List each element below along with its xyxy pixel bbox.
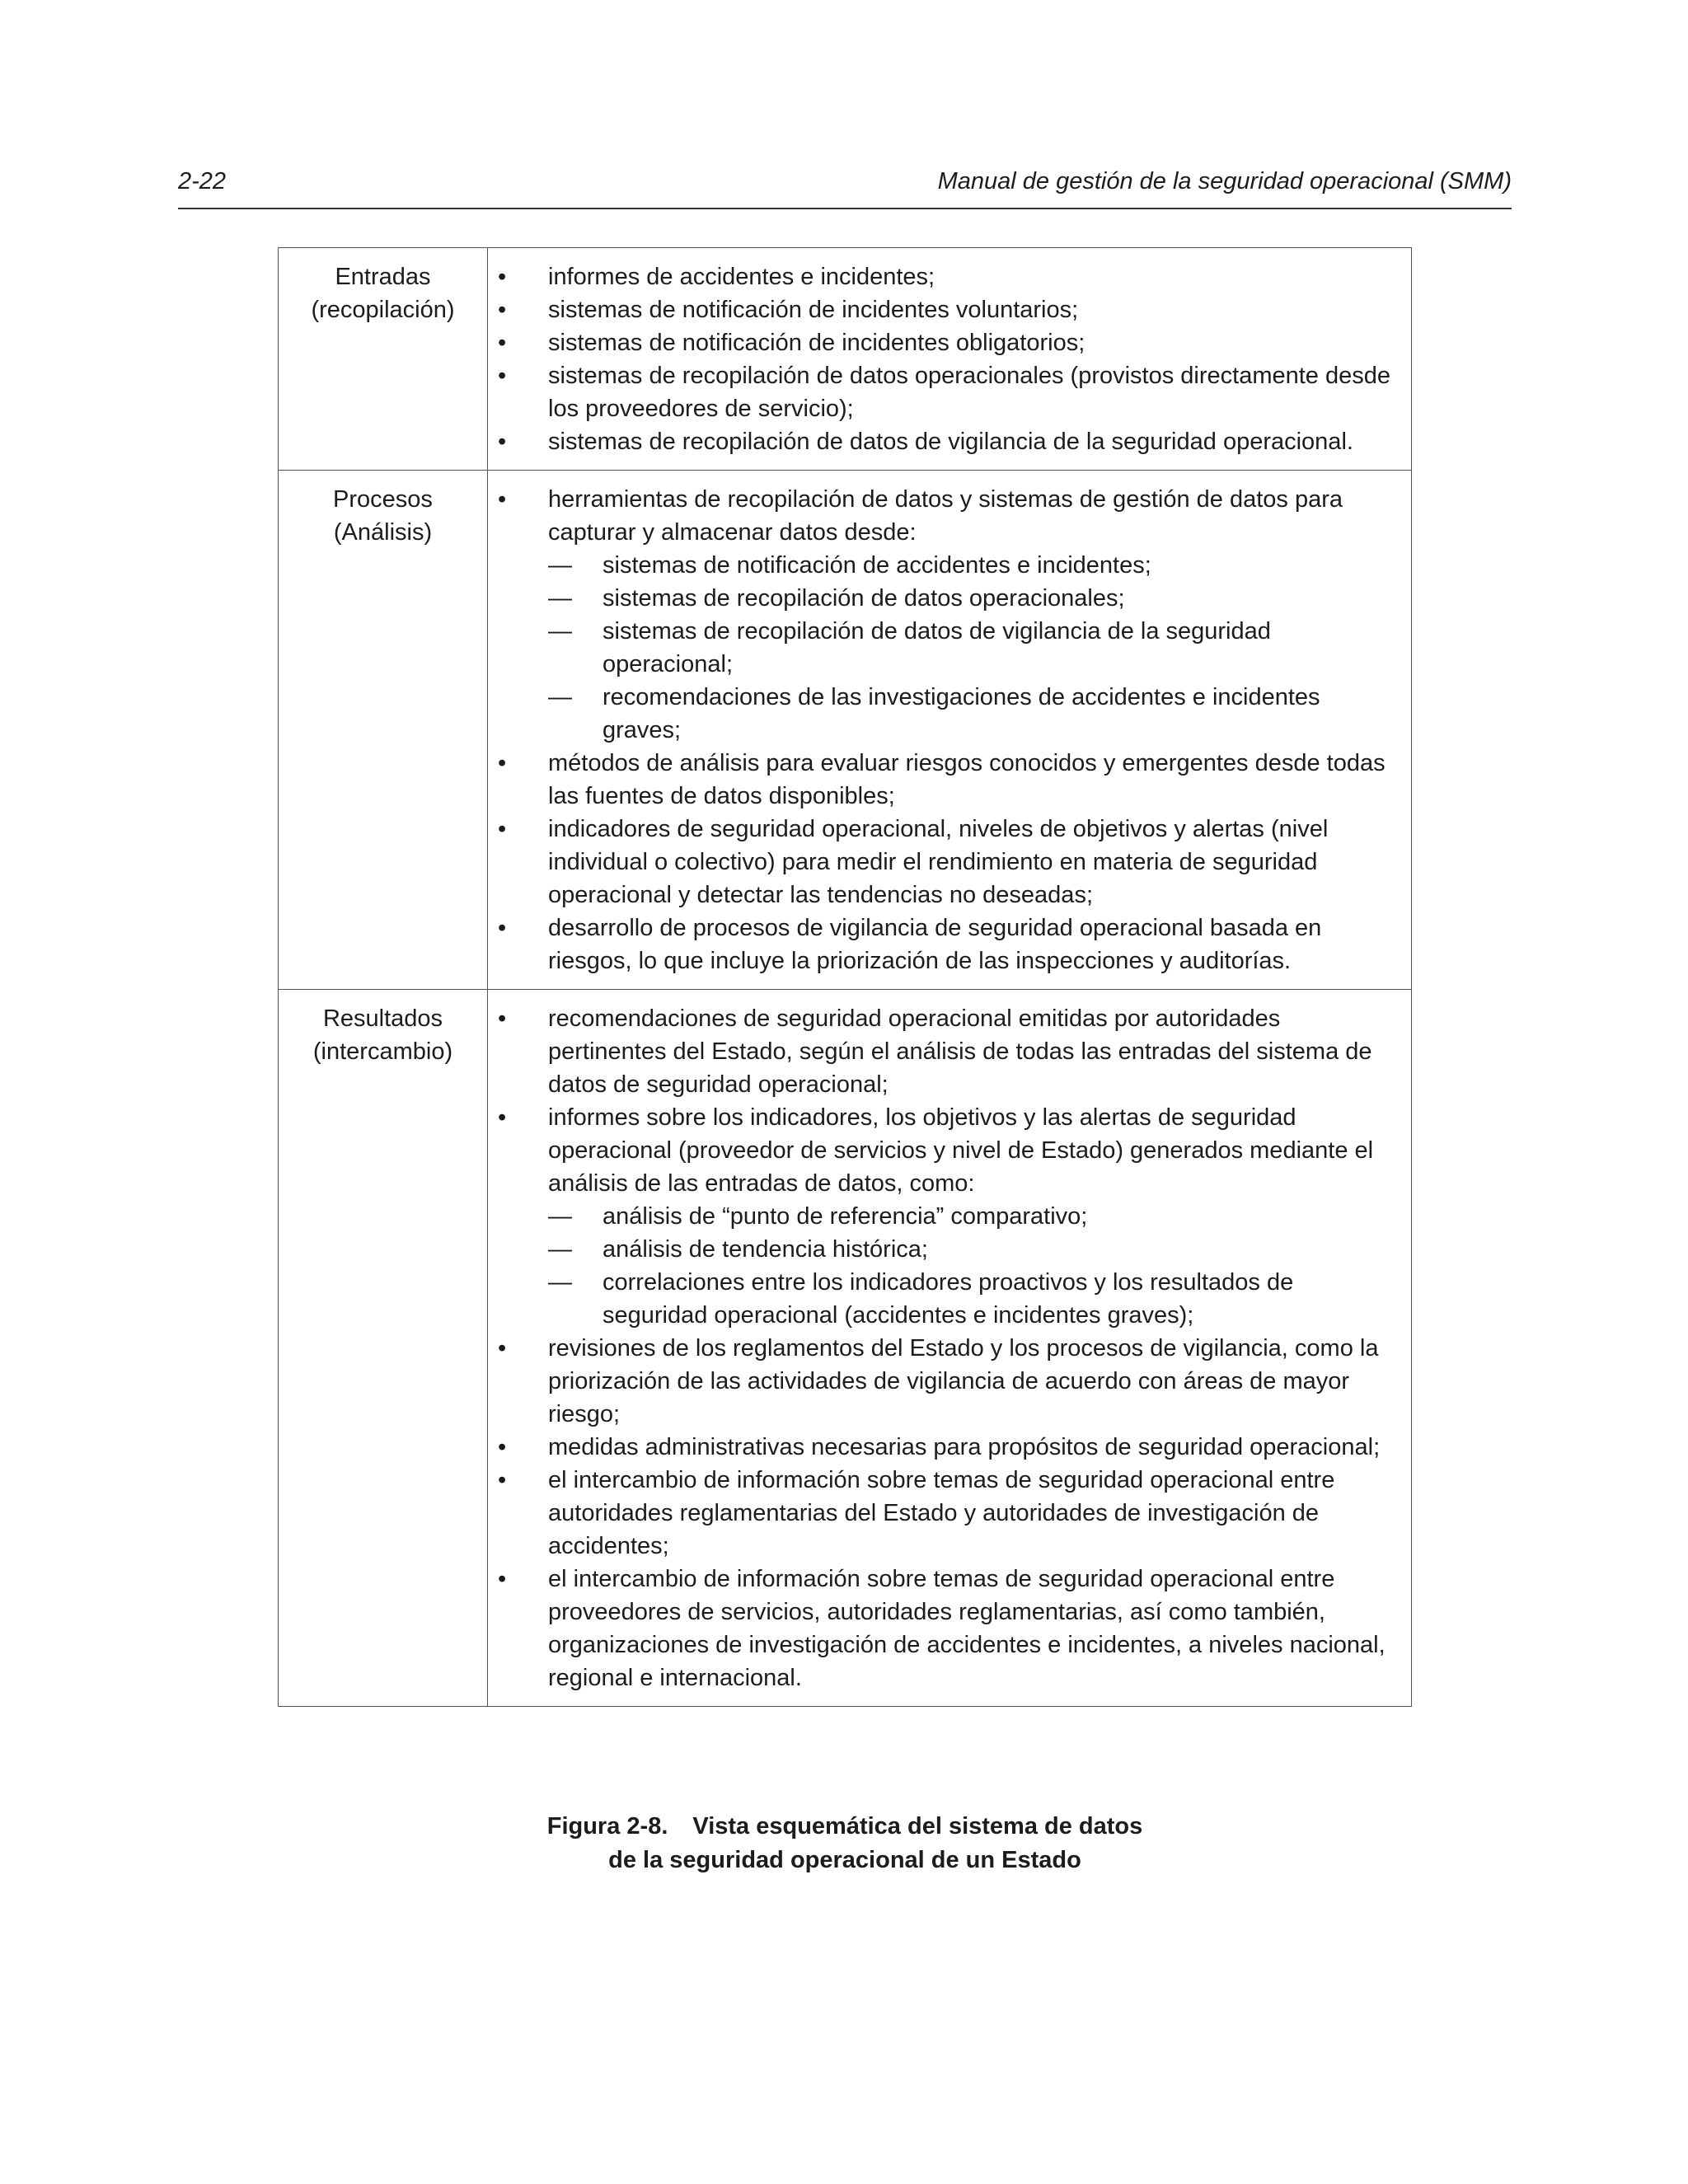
sub-list-item-text: sistemas de recopilación de datos de vigilancia de la seguridad operacional;: [603, 618, 1271, 677]
list-item: [498, 483, 1401, 747]
bullet-icon: •: [498, 486, 507, 513]
row-content: [488, 990, 1412, 1707]
list-item: [498, 1563, 1401, 1694]
page-header: [178, 165, 1512, 209]
dash-icon: —: [548, 618, 572, 644]
sub-list-item-text: sistemas de recopilación de datos operacionales;: [603, 585, 1125, 612]
bullet-icon: •: [498, 1335, 507, 1361]
bullet-icon: •: [498, 297, 507, 323]
bullet-icon: •: [498, 1104, 507, 1131]
table-row: [279, 471, 1412, 990]
sub-list-item: [498, 681, 1401, 747]
dash-icon: —: [548, 1236, 572, 1263]
row-label: [279, 471, 488, 990]
bullet-list: [498, 483, 1401, 977]
table-row: [279, 990, 1412, 1707]
list-item-text: indicadores de seguridad operacional, niveles de objetivos y alertas (nivel individual o colectivo) para medir el rendimiento en materia de seguridad operacional y detectar las tendencias no deseadas;: [548, 816, 1329, 908]
row-label-line: Procesos: [333, 486, 433, 513]
list-item-text: revisiones de los reglamentos del Estado y los procesos de vigilancia, como la priorización de las actividades de vigilancia de acuerdo con áreas de mayor riesgo;: [548, 1335, 1379, 1427]
sub-list-item: [498, 582, 1401, 615]
sub-list-item-text: análisis de “punto de referencia” comparativo;: [603, 1203, 1088, 1230]
list-item-text: métodos de análisis para evaluar riesgos conocidos y emergentes desde todas las fuentes de datos disponibles;: [548, 750, 1386, 809]
bullet-icon: •: [498, 1566, 507, 1592]
list-item: [498, 912, 1401, 977]
list-item-text: sistemas de notificación de incidentes voluntarios;: [548, 297, 1079, 323]
list-item: [498, 813, 1401, 912]
list-item: [498, 293, 1401, 326]
list-item: [498, 359, 1401, 425]
row-label-line: (intercambio): [312, 1038, 453, 1065]
sub-list-item-text: recomendaciones de las investigaciones de accidentes e incidentes graves;: [603, 684, 1320, 743]
dash-icon: —: [548, 684, 572, 710]
sub-list-item: [498, 1233, 1401, 1266]
sub-list-item: [498, 1200, 1401, 1233]
row-label-line: Resultados: [322, 1005, 443, 1032]
caption-line-1: [278, 1810, 1412, 1844]
list-item: [498, 1002, 1401, 1101]
bullet-list: [498, 1002, 1401, 1694]
bullet-icon: •: [498, 1434, 507, 1460]
list-item-text: el intercambio de información sobre temas de seguridad operacional entre autoridades reglamentarias del Estado y autoridades de investigación de accidentes;: [548, 1467, 1335, 1559]
list-item: [498, 260, 1401, 293]
list-item-text: medidas administrativas necesarias para propósitos de seguridad operacional;: [548, 1434, 1381, 1460]
list-item: [498, 1431, 1401, 1464]
row-label-line: (recopilación): [311, 297, 455, 323]
sub-list-item-text: sistemas de notificación de accidentes e incidentes;: [603, 552, 1151, 579]
list-item: [498, 747, 1401, 813]
figure-caption: [278, 1810, 1412, 1877]
list-item-text: informes de accidentes e incidentes;: [548, 264, 935, 290]
row-content: [488, 471, 1412, 990]
dash-icon: —: [548, 1203, 572, 1230]
caption-title-1: Vista esquemática del sistema de datos: [692, 1813, 1143, 1840]
sub-list-item: [498, 615, 1401, 681]
list-item-text: sistemas de recopilación de datos de vigilancia de la seguridad operacional.: [548, 429, 1353, 455]
row-label-line: (Análisis): [333, 519, 433, 546]
schema-table: [278, 247, 1412, 1707]
dash-icon: —: [548, 585, 572, 612]
list-item-text: el intercambio de información sobre temas de seguridad operacional entre proveedores de servicios, autoridades reglamentarias, así como también, organizaciones de investigación de accidentes e incidentes, a niveles nacional, regional e internacional.: [548, 1566, 1386, 1691]
bullet-icon: •: [498, 264, 507, 290]
bullet-list: [498, 260, 1401, 458]
list-item: [498, 1332, 1401, 1431]
list-item-text: desarrollo de procesos de vigilancia de seguridad operacional basada en riesgos, lo que incluye la priorización de las inspecciones y auditorías.: [548, 915, 1322, 974]
list-item-text: sistemas de recopilación de datos operacionales (provistos directamente desde los proveedores de servicio);: [548, 363, 1391, 422]
row-label: [279, 990, 488, 1707]
bullet-icon: •: [498, 1467, 507, 1493]
list-item-text: informes sobre los indicadores, los objetivos y las alertas de seguridad operacional (proveedor de servicios y nivel de Estado) generados mediante el análisis de las entradas de datos, como:: [548, 1104, 1374, 1197]
list-item: [498, 1464, 1401, 1563]
row-label-line: Entradas: [335, 264, 431, 290]
list-item-text: sistemas de notificación de incidentes obligatorios;: [548, 330, 1085, 356]
caption-line-2: de la seguridad operacional de un Estado: [608, 1847, 1081, 1873]
sub-list-item: [498, 549, 1401, 582]
sub-list: [498, 1200, 1401, 1332]
bullet-icon: •: [498, 915, 507, 941]
sub-list-item: [498, 1266, 1401, 1332]
list-item-text: recomendaciones de seguridad operacional emitidas por autoridades pertinentes del Estado, según el análisis de todas las entradas del sistema de datos de seguridad operacional;: [548, 1005, 1372, 1098]
list-item: [498, 326, 1401, 359]
running-title: Manual de gestión de la seguridad operacional (SMM): [937, 168, 1512, 194]
list-item: [498, 1101, 1401, 1332]
bullet-icon: •: [498, 816, 507, 842]
table-row: [279, 248, 1412, 471]
bullet-icon: •: [498, 429, 507, 455]
sub-list: [498, 549, 1401, 747]
dash-icon: —: [548, 552, 572, 579]
page-number: 2-22: [178, 168, 227, 194]
list-item: [498, 425, 1401, 458]
list-item-text: herramientas de recopilación de datos y sistemas de gestión de datos para capturar y almacenar datos desde:: [548, 486, 1343, 546]
dash-icon: —: [548, 1269, 572, 1296]
bullet-icon: •: [498, 363, 507, 389]
sub-list-item-text: análisis de tendencia histórica;: [603, 1236, 928, 1263]
row-content: [488, 248, 1412, 471]
bullet-icon: •: [498, 1005, 507, 1032]
bullet-icon: •: [498, 330, 507, 356]
sub-list-item-text: correlaciones entre los indicadores proactivos y los resultados de seguridad operacional (accidentes e incidentes graves);: [603, 1269, 1294, 1329]
figure-number: Figura 2-8.: [546, 1813, 668, 1840]
bullet-icon: •: [498, 750, 507, 776]
row-label: [279, 248, 488, 471]
